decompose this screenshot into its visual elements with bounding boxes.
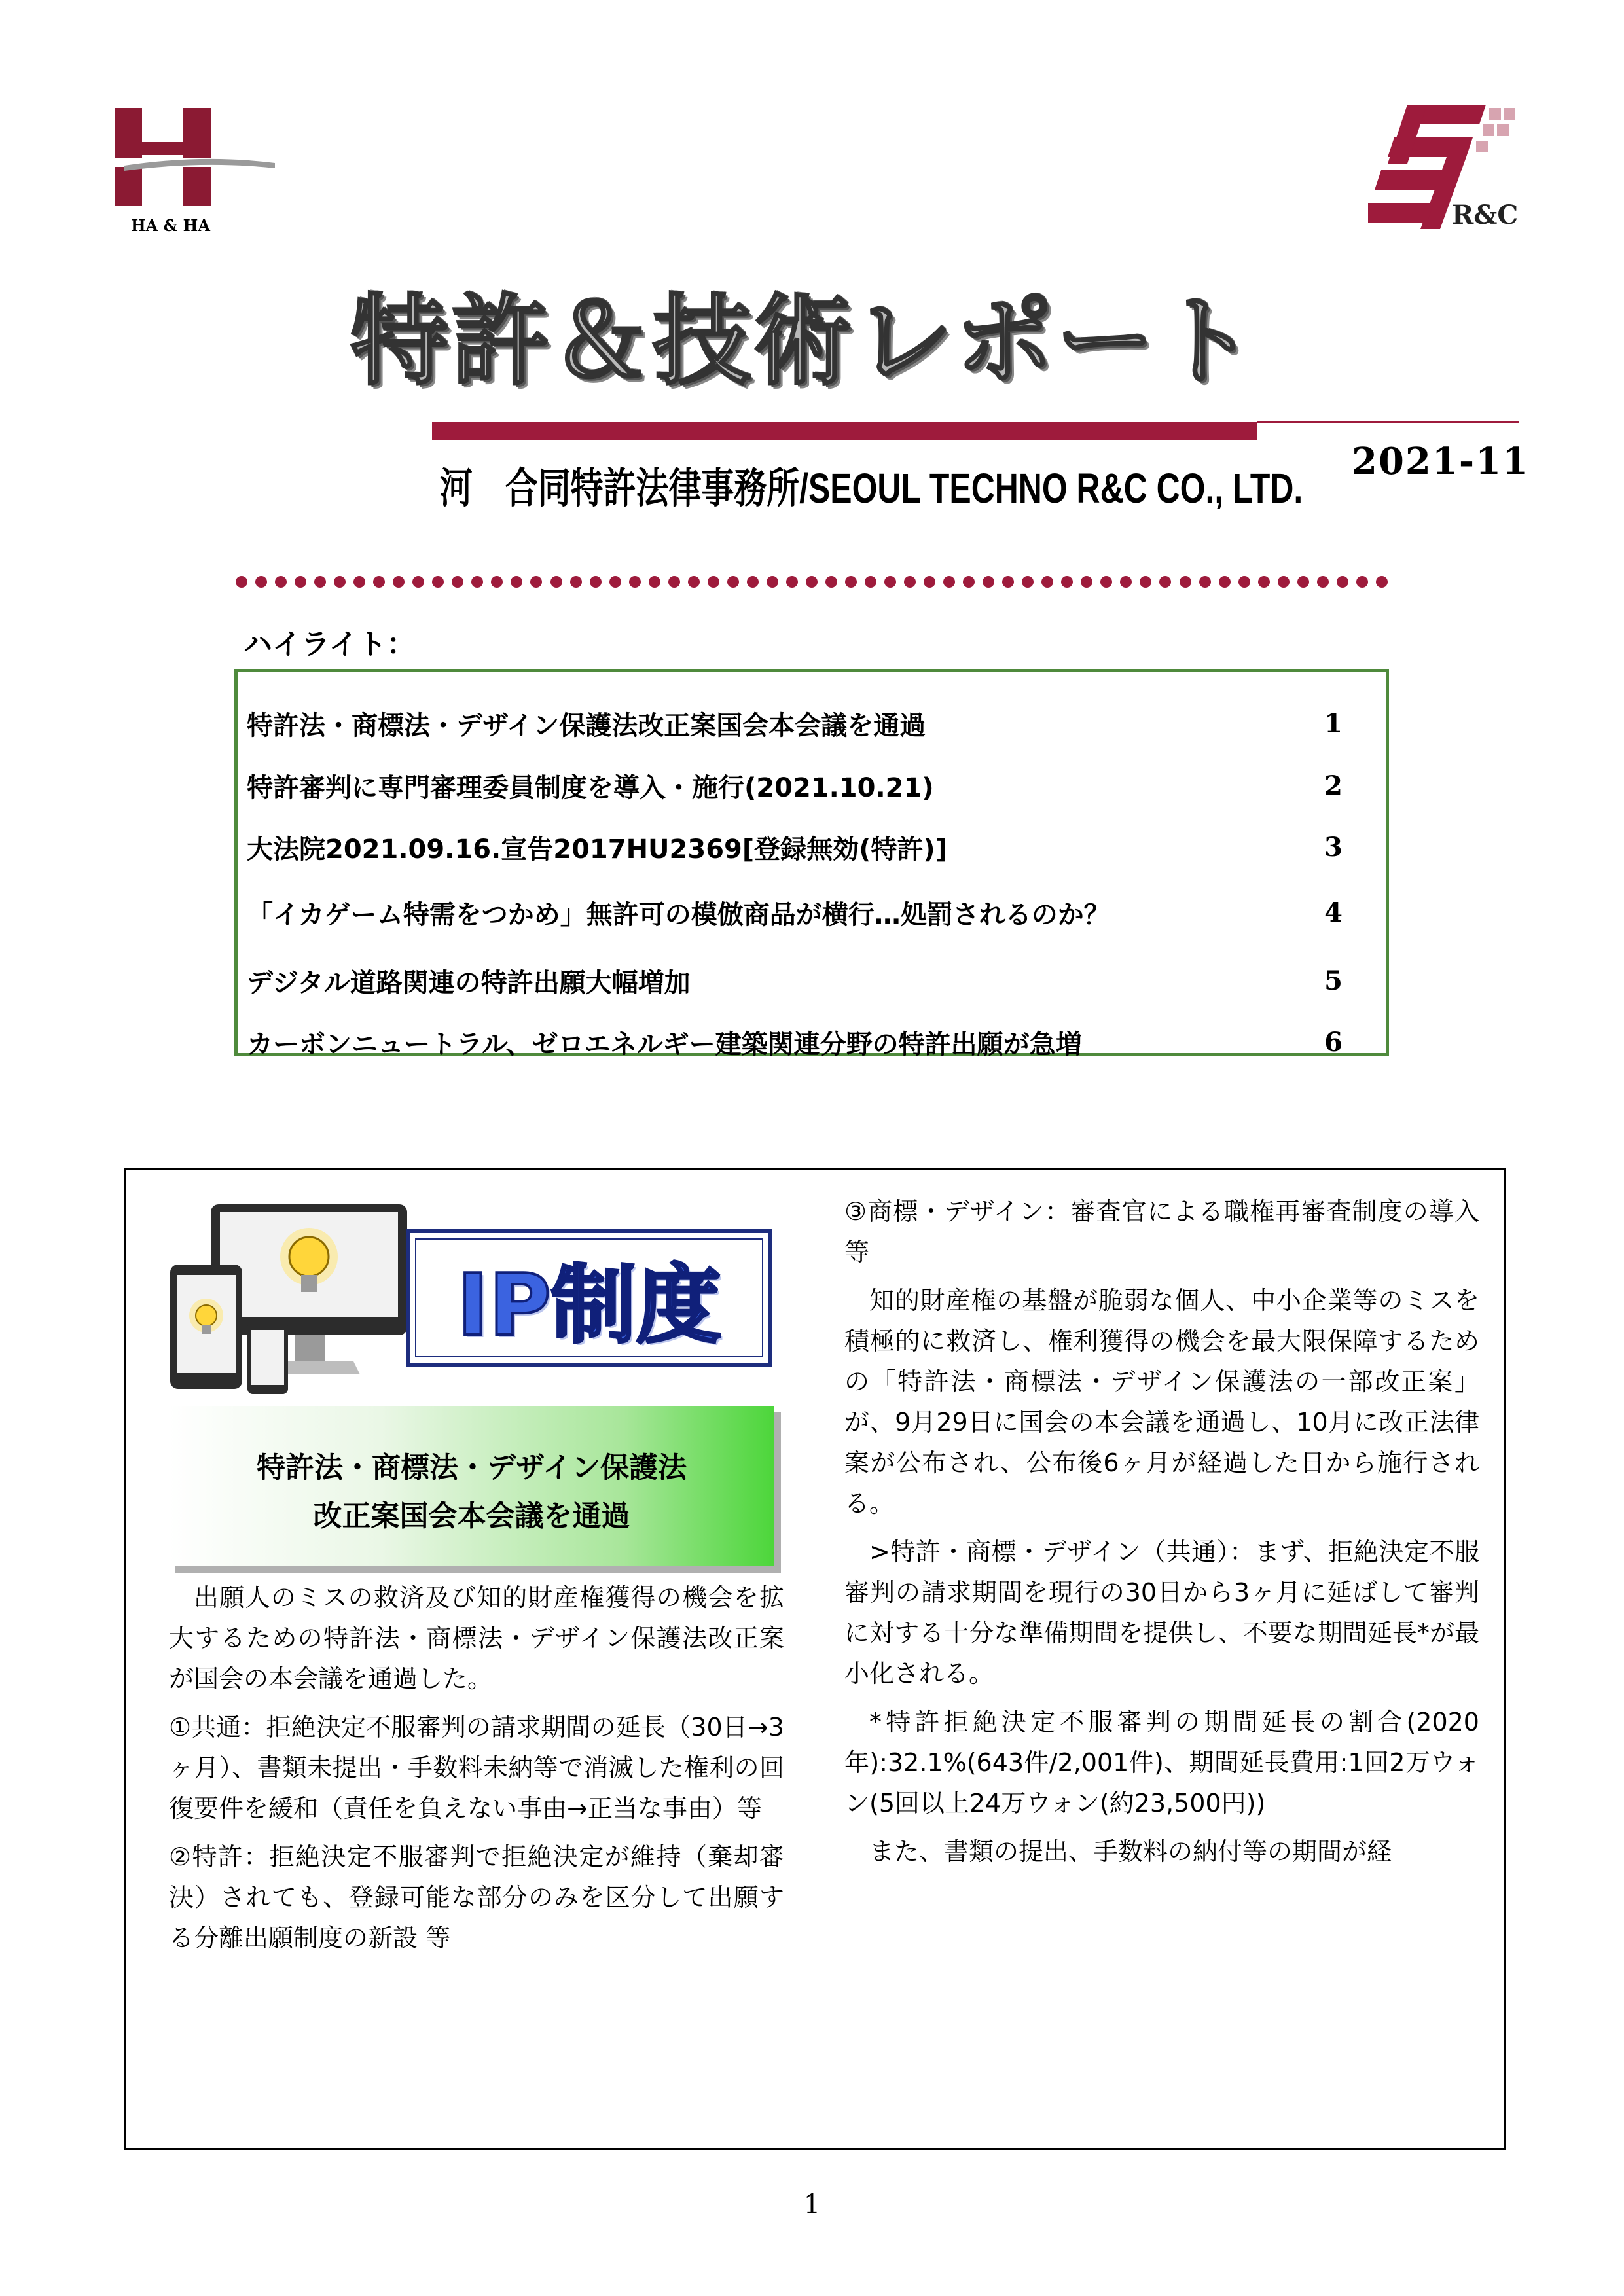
divider-dot bbox=[865, 576, 876, 588]
highlight-item[interactable] bbox=[247, 704, 1346, 743]
divider-dot bbox=[806, 576, 818, 588]
article-heading-line-1: 特許法・商標法・デザイン保護法 bbox=[257, 1451, 687, 1484]
logo-right-caption: R&C bbox=[1452, 200, 1519, 230]
divider-dot bbox=[1317, 576, 1329, 588]
divider-dot bbox=[629, 576, 641, 588]
ip-badge-text: IP制度 bbox=[457, 1255, 721, 1355]
divider-dot bbox=[1022, 576, 1034, 588]
divider-dot bbox=[373, 576, 385, 588]
divider-dot bbox=[649, 576, 660, 588]
highlight-item[interactable] bbox=[247, 961, 1346, 1000]
divider-dot bbox=[747, 576, 759, 588]
divider-dot bbox=[275, 576, 287, 588]
article-paragraph: 出願人のミスの救済及び知的財産権獲得の機会を拡大するための特許法・商標法・デザイン保護法改正案が国会の本会議を通過した。 bbox=[169, 1583, 784, 1693]
divider-dot bbox=[432, 576, 444, 588]
divider-dot bbox=[334, 576, 346, 588]
article-paragraph: また、書類の提出、手数料の納付等の期間が経 bbox=[869, 1837, 1392, 1866]
title-underline-bar bbox=[432, 422, 1257, 440]
devices-lightbulb-icon bbox=[170, 1204, 412, 1401]
article-heading-line-2: 改正案国会本会議を通過 bbox=[313, 1499, 630, 1533]
article-right-column bbox=[844, 1191, 1479, 1880]
divider-dot bbox=[963, 576, 975, 588]
divider-dot bbox=[393, 576, 405, 588]
divider-dot bbox=[1002, 576, 1014, 588]
divider-dot bbox=[983, 576, 994, 588]
divider-dot bbox=[471, 576, 483, 588]
dotted-divider bbox=[236, 576, 1388, 590]
divider-dot bbox=[1278, 576, 1290, 588]
highlight-item[interactable] bbox=[247, 1022, 1346, 1062]
highlight-item-text: 大法院2021.09.16.宣告2017HU2369[登録無効(特許)] bbox=[247, 834, 947, 865]
divider-dot bbox=[786, 576, 798, 588]
divider-dot bbox=[1376, 576, 1388, 588]
article-heading-box bbox=[169, 1406, 774, 1566]
divider-dot bbox=[845, 576, 857, 588]
divider-dot bbox=[530, 576, 542, 588]
divider-dot bbox=[255, 576, 267, 588]
highlight-item-text: 「イカゲーム特需をつかめ」無許可の模倣商品が横行…処罰されるのか？ bbox=[247, 899, 1110, 930]
highlight-item-page: 1 bbox=[1324, 708, 1343, 739]
highlight-item-page: 6 bbox=[1324, 1026, 1343, 1058]
divider-dot bbox=[1061, 576, 1073, 588]
logo-left-caption: HA & HA bbox=[131, 216, 210, 235]
divider-dot bbox=[236, 576, 247, 588]
divider-dot bbox=[1219, 576, 1231, 588]
highlight-item[interactable] bbox=[247, 827, 1346, 867]
divider-dot bbox=[491, 576, 503, 588]
highlight-item[interactable] bbox=[247, 893, 1346, 932]
highlight-item-page: 5 bbox=[1324, 965, 1343, 996]
divider-dot bbox=[904, 576, 916, 588]
article-paragraph: *特許拒絶決定不服審判の期間延長の割合(2020年):32.1%(643件/2,001件)、期間延長費用:1回2万ウォン(5回以上24万ウォン(約23,500円)) bbox=[844, 1708, 1479, 1818]
firm-name: 河 合同特許法律事務所/SEOUL TECHNO R&C CO., LTD. bbox=[440, 465, 1303, 512]
divider-dot bbox=[1100, 576, 1112, 588]
divider-dot bbox=[295, 576, 306, 588]
divider-dot bbox=[452, 576, 463, 588]
report-title: 特許＆技術レポート bbox=[350, 285, 1258, 399]
divider-dot bbox=[668, 576, 680, 588]
divider-dot bbox=[1258, 576, 1270, 588]
divider-dot bbox=[924, 576, 935, 588]
divider-dot bbox=[550, 576, 562, 588]
article-paragraph: ③商標・デザイン：審査官による職権再審査制度の導入 等 bbox=[844, 1197, 1479, 1266]
divider-dot bbox=[609, 576, 621, 588]
divider-dot bbox=[884, 576, 896, 588]
divider-dot bbox=[1337, 576, 1348, 588]
highlight-item-text: 特許法・商標法・デザイン保護法改正案国会本会議を通過 bbox=[247, 710, 926, 741]
highlight-item-page: 3 bbox=[1324, 831, 1343, 863]
article-paragraph: ①共通：拒絶決定不服審判の請求期間の延長（30日→3ヶ月）、書類未提出・手数料未納等で消滅した権利の回復要件を緩和（責任を負えない事由→正当な事由）等 bbox=[169, 1713, 784, 1823]
divider-dot bbox=[570, 576, 582, 588]
article-heading bbox=[169, 1444, 774, 1541]
highlight-item-text: デジタル道路関連の特許出願大幅増加 bbox=[247, 967, 691, 998]
divider-dot bbox=[688, 576, 700, 588]
highlight-item-text: カーボンニュートラル、ゼロエネルギー建築関連分野の特許出願が急増 bbox=[247, 1029, 1082, 1060]
divider-dot bbox=[727, 576, 739, 588]
divider-dot bbox=[1081, 576, 1092, 588]
divider-dot bbox=[1199, 576, 1211, 588]
ip-system-badge bbox=[406, 1229, 772, 1367]
divider-dot bbox=[511, 576, 522, 588]
issue-date: 2021-11 bbox=[1352, 440, 1530, 483]
highlight-item-text: 特許審判に専門審理委員制度を導入・施行(2021.10.21) bbox=[247, 772, 934, 803]
divider-dot bbox=[825, 576, 837, 588]
highlights-box bbox=[234, 669, 1389, 1060]
divider-dot bbox=[1297, 576, 1309, 588]
divider-dot bbox=[1238, 576, 1250, 588]
article-paragraph: ②特許：拒絶決定不服審判で拒絶決定が維持（棄却審決）されても、登録可能な部分のみを区分して出願する分離出願制度の新設 等 bbox=[169, 1842, 784, 1952]
divider-dot bbox=[708, 576, 719, 588]
divider-dot bbox=[943, 576, 955, 588]
divider-dot bbox=[1120, 576, 1132, 588]
article-left-column bbox=[169, 1577, 784, 1966]
highlight-item-page: 4 bbox=[1324, 897, 1343, 928]
highlights-label: ハイライト： bbox=[244, 628, 416, 661]
divider-dot bbox=[412, 576, 424, 588]
divider-dot bbox=[353, 576, 365, 588]
highlight-item-page: 2 bbox=[1324, 770, 1343, 801]
article-paragraph: >特許・商標・デザイン（共通）：まず、拒絶決定不服審判の請求期間を現行の30日から3ヶ月に延ばして審判に対する十分な準備期間を提供し、不要な期間延長*が最小化される。 bbox=[844, 1537, 1479, 1688]
highlight-item[interactable] bbox=[247, 766, 1346, 805]
article-paragraph: 知的財産権の基盤が脆弱な個人、中小企業等のミスを積極的に救済し、権利獲得の機会を最大限保障するための「特許法・商標法・デザイン保護法の一部改正案」が、9月29日に国会の本会議を通過し、10月に改正法律案が公布され、公布後6ヶ月が経過した日から施行される。 bbox=[844, 1286, 1479, 1518]
divider-dot bbox=[590, 576, 602, 588]
title-underline-thin bbox=[1257, 421, 1519, 423]
divider-dot bbox=[1140, 576, 1151, 588]
divider-dot bbox=[1159, 576, 1171, 588]
divider-dot bbox=[1041, 576, 1053, 588]
divider-dot bbox=[767, 576, 778, 588]
page-number: 1 bbox=[803, 2189, 821, 2219]
divider-dot bbox=[314, 576, 326, 588]
divider-dot bbox=[1180, 576, 1191, 588]
divider-dot bbox=[1356, 576, 1368, 588]
